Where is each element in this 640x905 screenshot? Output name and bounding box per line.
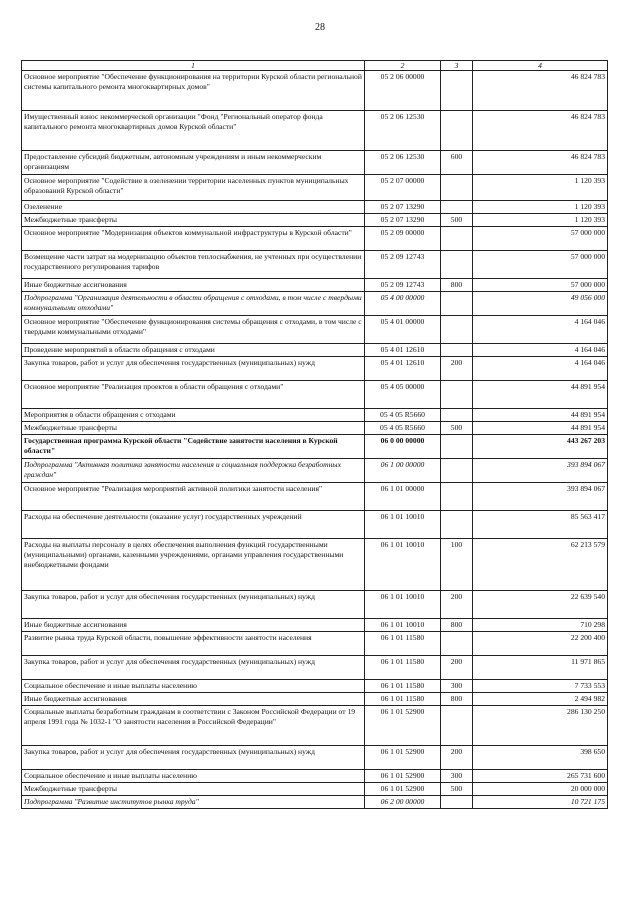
- row-code-cell: 06 1 01 52900: [365, 783, 441, 796]
- row-code-cell: 05 2 09 12743: [365, 279, 441, 292]
- row-amount-cell: 10 721 175: [473, 796, 608, 809]
- row-amount-cell: 22 639 540: [473, 591, 608, 619]
- row-amount-cell: 62 213 579: [473, 539, 608, 591]
- table-row: [22, 680, 608, 693]
- row-amount-cell: 46 824 783: [473, 111, 608, 151]
- row-code-cell: 06 1 01 10010: [365, 591, 441, 619]
- row-amount-cell: 398 650: [473, 746, 608, 770]
- row-name-cell: Основное мероприятие "Обеспечение функционирования системы обращения с отходами, в том числе с твердыми коммунальными отходами": [22, 316, 365, 344]
- table-row: [22, 783, 608, 796]
- row-amount-cell: 44 891 954: [473, 409, 608, 422]
- table-row: [22, 214, 608, 227]
- row-amount-cell: 44 891 954: [473, 422, 608, 435]
- table-row: [22, 591, 608, 619]
- row-code-cell: 05 2 06 00000: [365, 71, 441, 111]
- row-code-cell: 06 1 01 00000: [365, 483, 441, 511]
- row-name-cell: Основное мероприятие "Модернизация объектов коммунальной инфраструктуры в Курской области": [22, 227, 365, 251]
- row-code-cell: 05 2 06 12530: [365, 111, 441, 151]
- table-row: [22, 796, 608, 809]
- row-amount-cell: 1 120 393: [473, 214, 608, 227]
- row-code-cell: 06 1 00 00000: [365, 459, 441, 483]
- row-amount-cell: 20 000 000: [473, 783, 608, 796]
- row-type-cell: [441, 435, 473, 459]
- row-amount-cell: 57 000 000: [473, 279, 608, 292]
- table-row: [22, 357, 608, 381]
- table-row: [22, 316, 608, 344]
- table-row: [22, 227, 608, 251]
- budget-table-body: [22, 61, 608, 809]
- table-row: [22, 422, 608, 435]
- row-amount-cell: 46 824 783: [473, 71, 608, 111]
- header-cell-type: 3: [441, 61, 473, 71]
- row-type-cell: 300: [441, 770, 473, 783]
- row-name-cell: Основное мероприятие "Реализация мероприятий активной политики занятости населения": [22, 483, 365, 511]
- budget-table: [21, 60, 608, 809]
- row-code-cell: 05 4 01 00000: [365, 316, 441, 344]
- row-code-cell: 05 2 06 12530: [365, 151, 441, 175]
- row-type-cell: [441, 381, 473, 409]
- row-type-cell: [441, 483, 473, 511]
- header-cell-amount: 4: [473, 61, 608, 71]
- row-type-cell: [441, 251, 473, 279]
- table-row: [22, 251, 608, 279]
- row-amount-cell: 22 200 400: [473, 632, 608, 656]
- row-code-cell: 05 2 07 13290: [365, 214, 441, 227]
- row-code-cell: 06 1 01 52900: [365, 770, 441, 783]
- row-code-cell: 06 1 01 11580: [365, 632, 441, 656]
- row-code-cell: 06 1 01 10010: [365, 539, 441, 591]
- row-name-cell: Основное мероприятие "Содействие в озеленении территории населенных пунктов муниципальных образований Курской области": [22, 175, 365, 201]
- row-amount-cell: 85 563 417: [473, 511, 608, 539]
- table-row: [22, 483, 608, 511]
- row-type-cell: [441, 111, 473, 151]
- table-row: [22, 619, 608, 632]
- row-type-cell: [441, 706, 473, 746]
- row-name-cell: Межбюджетные трансферты: [22, 422, 365, 435]
- row-code-cell: 06 1 01 11580: [365, 656, 441, 680]
- row-type-cell: [441, 71, 473, 111]
- row-type-cell: 800: [441, 279, 473, 292]
- row-amount-cell: 710 298: [473, 619, 608, 632]
- row-name-cell: Основное мероприятие "Реализация проектов в области обращения с отходами": [22, 381, 365, 409]
- row-name-cell: Социальное обеспечение и иные выплаты населению: [22, 680, 365, 693]
- row-type-cell: [441, 316, 473, 344]
- row-code-cell: 05 4 05 R5660: [365, 409, 441, 422]
- table-row: [22, 175, 608, 201]
- row-amount-cell: 4 164 046: [473, 357, 608, 381]
- table-row: [22, 111, 608, 151]
- row-name-cell: Мероприятия в области обращения с отходами: [22, 409, 365, 422]
- row-amount-cell: 1 120 393: [473, 175, 608, 201]
- row-name-cell: Иные бюджетные ассигнования: [22, 619, 365, 632]
- row-code-cell: 06 1 01 52900: [365, 746, 441, 770]
- table-row: [22, 344, 608, 357]
- table-row: [22, 746, 608, 770]
- table-row: [22, 151, 608, 175]
- row-type-cell: [441, 292, 473, 316]
- row-name-cell: Подпрограмма "Организация деятельности в области обращения с отходами, в том числе с твердыми коммунальными отходами": [22, 292, 365, 316]
- row-amount-cell: 57 000 000: [473, 251, 608, 279]
- row-name-cell: Закупка товаров, работ и услуг для обеспечения государственных (муниципальных) нужд: [22, 746, 365, 770]
- row-name-cell: Развитие рынка труда Курской области, повышение эффективности занятости населения: [22, 632, 365, 656]
- table-row: [22, 71, 608, 111]
- row-name-cell: Озеленение: [22, 201, 365, 214]
- row-type-cell: 200: [441, 656, 473, 680]
- row-amount-cell: 49 056 000: [473, 292, 608, 316]
- row-type-cell: 200: [441, 591, 473, 619]
- row-type-cell: 500: [441, 422, 473, 435]
- table-row: [22, 693, 608, 706]
- row-amount-cell: 265 731 600: [473, 770, 608, 783]
- row-name-cell: Социальные выплаты безработным гражданам в соответствии с Законом Российской Федерации от 19 апреля 1991 года № 1032-1 "О занятости населения в Российской Федерации": [22, 706, 365, 746]
- row-name-cell: Закупка товаров, работ и услуг для обеспечения государственных (муниципальных) нужд: [22, 357, 365, 381]
- row-amount-cell: 46 824 783: [473, 151, 608, 175]
- table-row: [22, 279, 608, 292]
- row-type-cell: 500: [441, 214, 473, 227]
- row-type-cell: [441, 175, 473, 201]
- header-cell-name: 1: [22, 61, 365, 71]
- row-code-cell: 05 4 05 R5660: [365, 422, 441, 435]
- row-name-cell: Подпрограмма "Активная политика занятости населения и социальная поддержка безработных граждан": [22, 459, 365, 483]
- row-name-cell: Предоставление субсидий бюджетным, автономным учреждениям и иным некоммерческим организациям: [22, 151, 365, 175]
- row-type-cell: [441, 511, 473, 539]
- table-row: [22, 632, 608, 656]
- row-code-cell: 06 2 00 00000: [365, 796, 441, 809]
- row-amount-cell: 44 891 954: [473, 381, 608, 409]
- row-type-cell: [441, 459, 473, 483]
- row-code-cell: 05 2 07 00000: [365, 175, 441, 201]
- table-row: [22, 292, 608, 316]
- row-amount-cell: 4 164 046: [473, 316, 608, 344]
- row-name-cell: Основное мероприятие "Обеспечение функционирования на территории Курской области региональной системы капитального ремонта многоквартирных домов": [22, 71, 365, 111]
- table-row: [22, 201, 608, 214]
- row-name-cell: Социальное обеспечение и иные выплаты населению: [22, 770, 365, 783]
- row-name-cell: Закупка товаров, работ и услуг для обеспечения государственных (муниципальных) нужд: [22, 591, 365, 619]
- row-amount-cell: 443 267 203: [473, 435, 608, 459]
- row-type-cell: 200: [441, 357, 473, 381]
- table-row: [22, 706, 608, 746]
- row-code-cell: 05 2 09 12743: [365, 251, 441, 279]
- row-amount-cell: 393 894 067: [473, 459, 608, 483]
- table-row: [22, 656, 608, 680]
- row-code-cell: 05 4 01 12610: [365, 357, 441, 381]
- row-name-cell: Имущественный взнос некоммерческой организации "Фонд "Региональный оператор фонда капитального ремонта многоквартирных домов Курской области": [22, 111, 365, 151]
- row-name-cell: Иные бюджетные ассигнования: [22, 693, 365, 706]
- row-amount-cell: 1 120 393: [473, 201, 608, 214]
- row-code-cell: 06 1 01 11580: [365, 693, 441, 706]
- row-amount-cell: 393 894 067: [473, 483, 608, 511]
- row-type-cell: 800: [441, 693, 473, 706]
- row-code-cell: 05 4 00 00000: [365, 292, 441, 316]
- row-amount-cell: 286 130 250: [473, 706, 608, 746]
- row-amount-cell: 11 971 865: [473, 656, 608, 680]
- row-name-cell: Проведение мероприятий в области обращения с отходами: [22, 344, 365, 357]
- table-row: [22, 511, 608, 539]
- row-name-cell: Государственная программа Курской области "Содействие занятости населения в Курской области": [22, 435, 365, 459]
- table-row: [22, 770, 608, 783]
- row-code-cell: 06 1 01 52900: [365, 706, 441, 746]
- row-type-cell: 200: [441, 746, 473, 770]
- row-code-cell: 06 1 01 11580: [365, 680, 441, 693]
- row-name-cell: Возмещение части затрат на модернизацию объектов теплоснабжения, не учтенных при осуществлении государственного регулирования тарифов: [22, 251, 365, 279]
- row-type-cell: [441, 796, 473, 809]
- row-type-cell: 800: [441, 619, 473, 632]
- page-number: 28: [315, 22, 325, 33]
- row-code-cell: 05 4 05 00000: [365, 381, 441, 409]
- row-code-cell: 05 4 01 12610: [365, 344, 441, 357]
- row-name-cell: Подпрограмма "Развитие институтов рынка труда": [22, 796, 365, 809]
- row-type-cell: [441, 409, 473, 422]
- row-code-cell: 06 1 01 10010: [365, 619, 441, 632]
- table-header-row: [22, 61, 608, 71]
- header-cell-code: 2: [365, 61, 441, 71]
- row-name-cell: Межбюджетные трансферты: [22, 214, 365, 227]
- row-type-cell: 500: [441, 783, 473, 796]
- row-type-cell: [441, 227, 473, 251]
- row-amount-cell: 57 000 000: [473, 227, 608, 251]
- row-code-cell: 05 2 09 00000: [365, 227, 441, 251]
- row-code-cell: 06 1 01 10010: [365, 511, 441, 539]
- row-type-cell: 100: [441, 539, 473, 591]
- row-amount-cell: 7 733 553: [473, 680, 608, 693]
- row-amount-cell: 2 494 982: [473, 693, 608, 706]
- row-name-cell: Закупка товаров, работ и услуг для обеспечения государственных (муниципальных) нужд: [22, 656, 365, 680]
- row-name-cell: Расходы на выплаты персоналу в целях обеспечения выполнения функций государственными (муниципальными) органами, казенными учреждениями, органами управления государственными внебюджетными фондами: [22, 539, 365, 591]
- table-row: [22, 409, 608, 422]
- row-name-cell: Иные бюджетные ассигнования: [22, 279, 365, 292]
- table-row: [22, 539, 608, 591]
- row-name-cell: Расходы на обеспечение деятельности (оказание услуг) государственных учреждений: [22, 511, 365, 539]
- table-row: [22, 381, 608, 409]
- row-type-cell: [441, 344, 473, 357]
- row-type-cell: [441, 201, 473, 214]
- row-code-cell: 05 2 07 13290: [365, 201, 441, 214]
- row-type-cell: 300: [441, 680, 473, 693]
- table-row: [22, 435, 608, 459]
- row-type-cell: 600: [441, 151, 473, 175]
- row-amount-cell: 4 164 046: [473, 344, 608, 357]
- row-code-cell: 06 0 00 00000: [365, 435, 441, 459]
- table-row: [22, 459, 608, 483]
- row-name-cell: Межбюджетные трансферты: [22, 783, 365, 796]
- row-type-cell: [441, 632, 473, 656]
